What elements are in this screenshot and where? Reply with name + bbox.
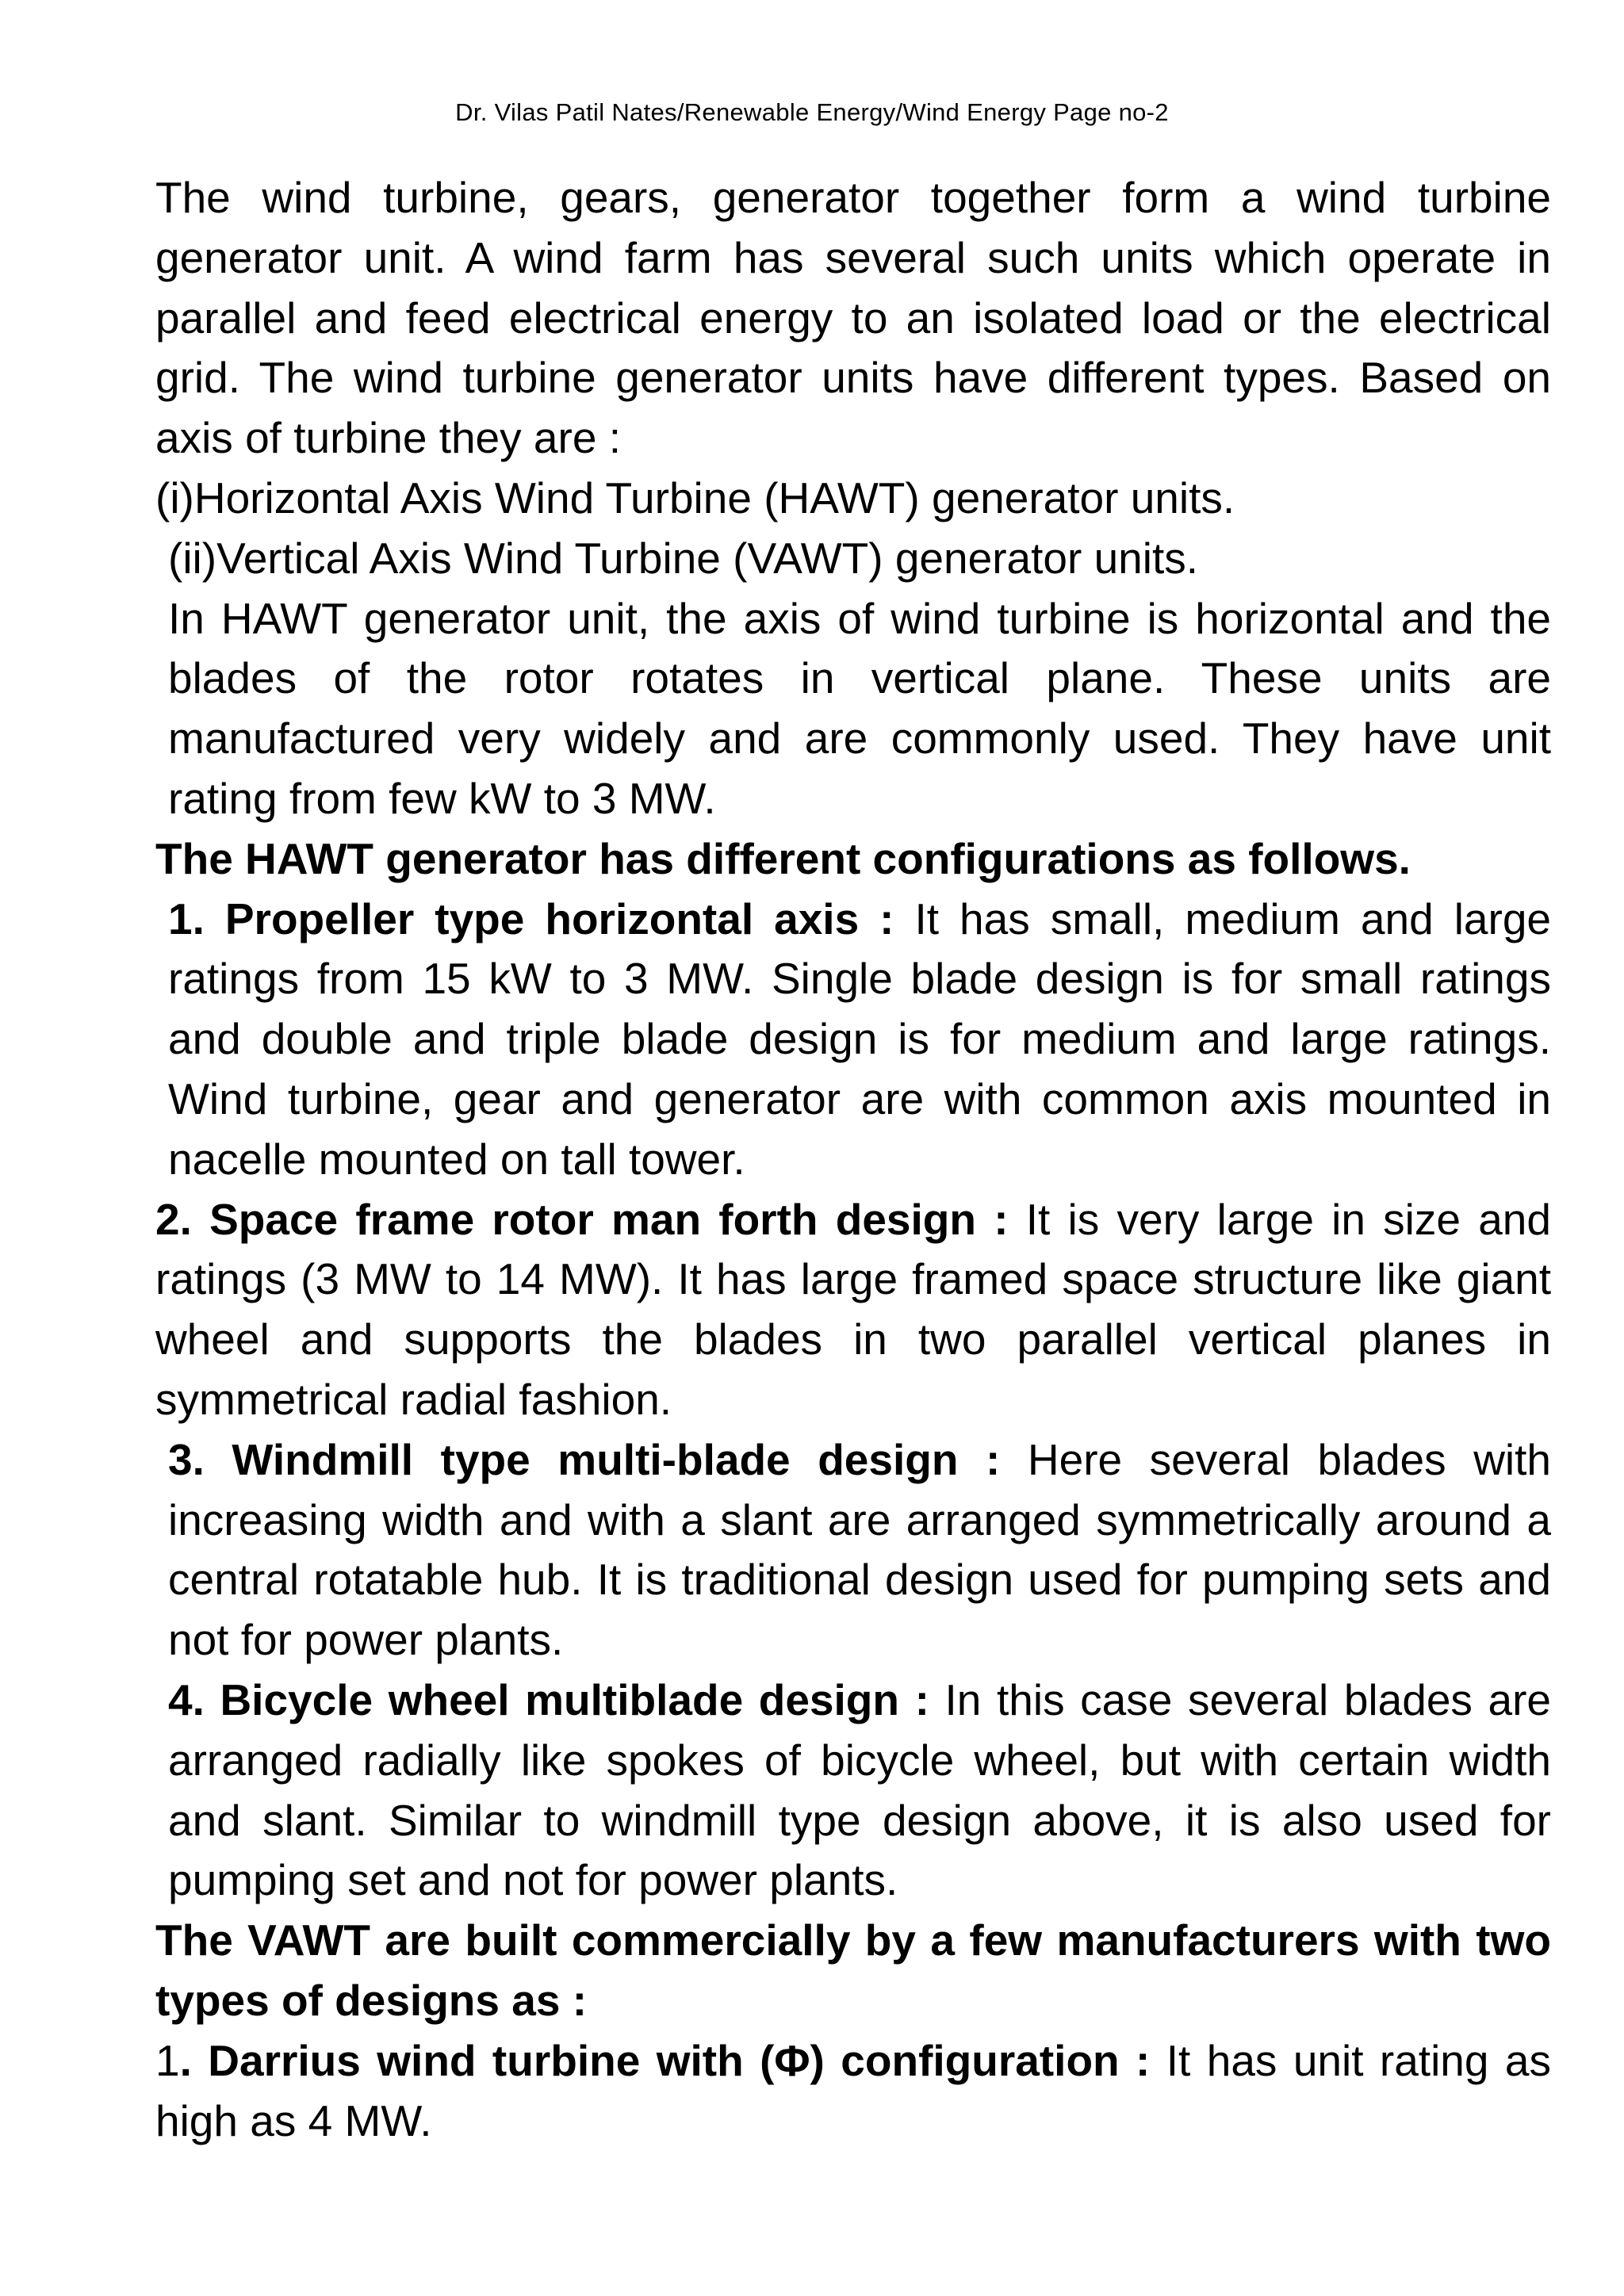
vawt-designs-heading: The VAWT are built commercially by a few manufacturers with two types of designs as :	[155, 1915, 1551, 2025]
vawt-item-darrius-text: It has unit rating as high as 4 MW.	[155, 2035, 1551, 2145]
vawt-list-item: (ii)Vertical Axis Wind Turbine (VAWT) generator units.	[168, 533, 1199, 583]
config-item-propeller-title: 1. Propeller type horizontal axis :	[168, 894, 894, 943]
vawt-item-darrius-title: . Darrius wind turbine with (Φ) configuration :	[179, 2035, 1151, 2085]
hawt-description-paragraph: In HAWT generator unit, the axis of wind turbine is horizontal and the blades of the rotor rotates in vertical plane. These units are manufactured very widely and are commonly used. They have unit rating from few kW to 3 MW.	[168, 593, 1551, 823]
config-item-propeller-text: It has small, medium and large ratings from 15 kW to 3 MW. Single blade design is for small ratings and double and triple blade design is for medium and large ratings. Wind turbine, gear and generator are with common axis mounted in nacelle mounted on tall tower.	[168, 894, 1551, 1184]
config-item-windmill-title: 3. Windmill type multi-blade design :	[168, 1434, 1001, 1484]
config-item-propeller	[155, 890, 1551, 1190]
config-item-bicycle-wheel	[155, 1670, 1551, 1911]
hawt-configurations-heading: The HAWT generator has different configurations as follows.	[155, 833, 1411, 883]
page-header: Dr. Vilas Patil Nates/Renewable Energy/Wind Energy Page no-2	[455, 98, 1169, 126]
config-item-bicycle-wheel-text: In this case several blades are arranged radially like spokes of bicycle wheel, but with certain width and slant. Similar to windmill type design above, it is also used for pumping set and not for power plants.	[168, 1674, 1551, 1905]
vawt-item-darrius	[155, 2031, 1551, 2152]
vawt-item-darrius-number: 1	[155, 2035, 180, 2085]
config-item-bicycle-wheel-title: 4. Bicycle wheel multiblade design :	[168, 1674, 929, 1724]
intro-paragraph: The wind turbine, gears, generator together form a wind turbine generator unit. A wind farm has several such units which operate in parallel and feed electrical energy to an isolated load or the electrical grid. The wind turbine generator units have different types. Based on axis of turbine they are :	[155, 173, 1551, 463]
config-item-windmill	[155, 1430, 1551, 1670]
config-item-windmill-text: Here several blades with increasing width and with a slant are arranged symmetrically around a central rotatable hub. It is traditional design used for pumping sets and not for power plants.	[168, 1434, 1551, 1665]
config-item-space-frame-text: It is very large in size and ratings (3 MW to 14 MW). It has large framed space structure like giant wheel and supports the blades in two parallel vertical planes in symmetrical radial fashion.	[155, 1194, 1551, 1424]
config-item-space-frame	[155, 1190, 1551, 1430]
document-body	[155, 168, 1551, 2151]
hawt-list-item: (i)Horizontal Axis Wind Turbine (HAWT) generator units.	[155, 473, 1235, 522]
config-item-space-frame-title: 2. Space frame rotor man forth design :	[155, 1194, 1009, 1244]
